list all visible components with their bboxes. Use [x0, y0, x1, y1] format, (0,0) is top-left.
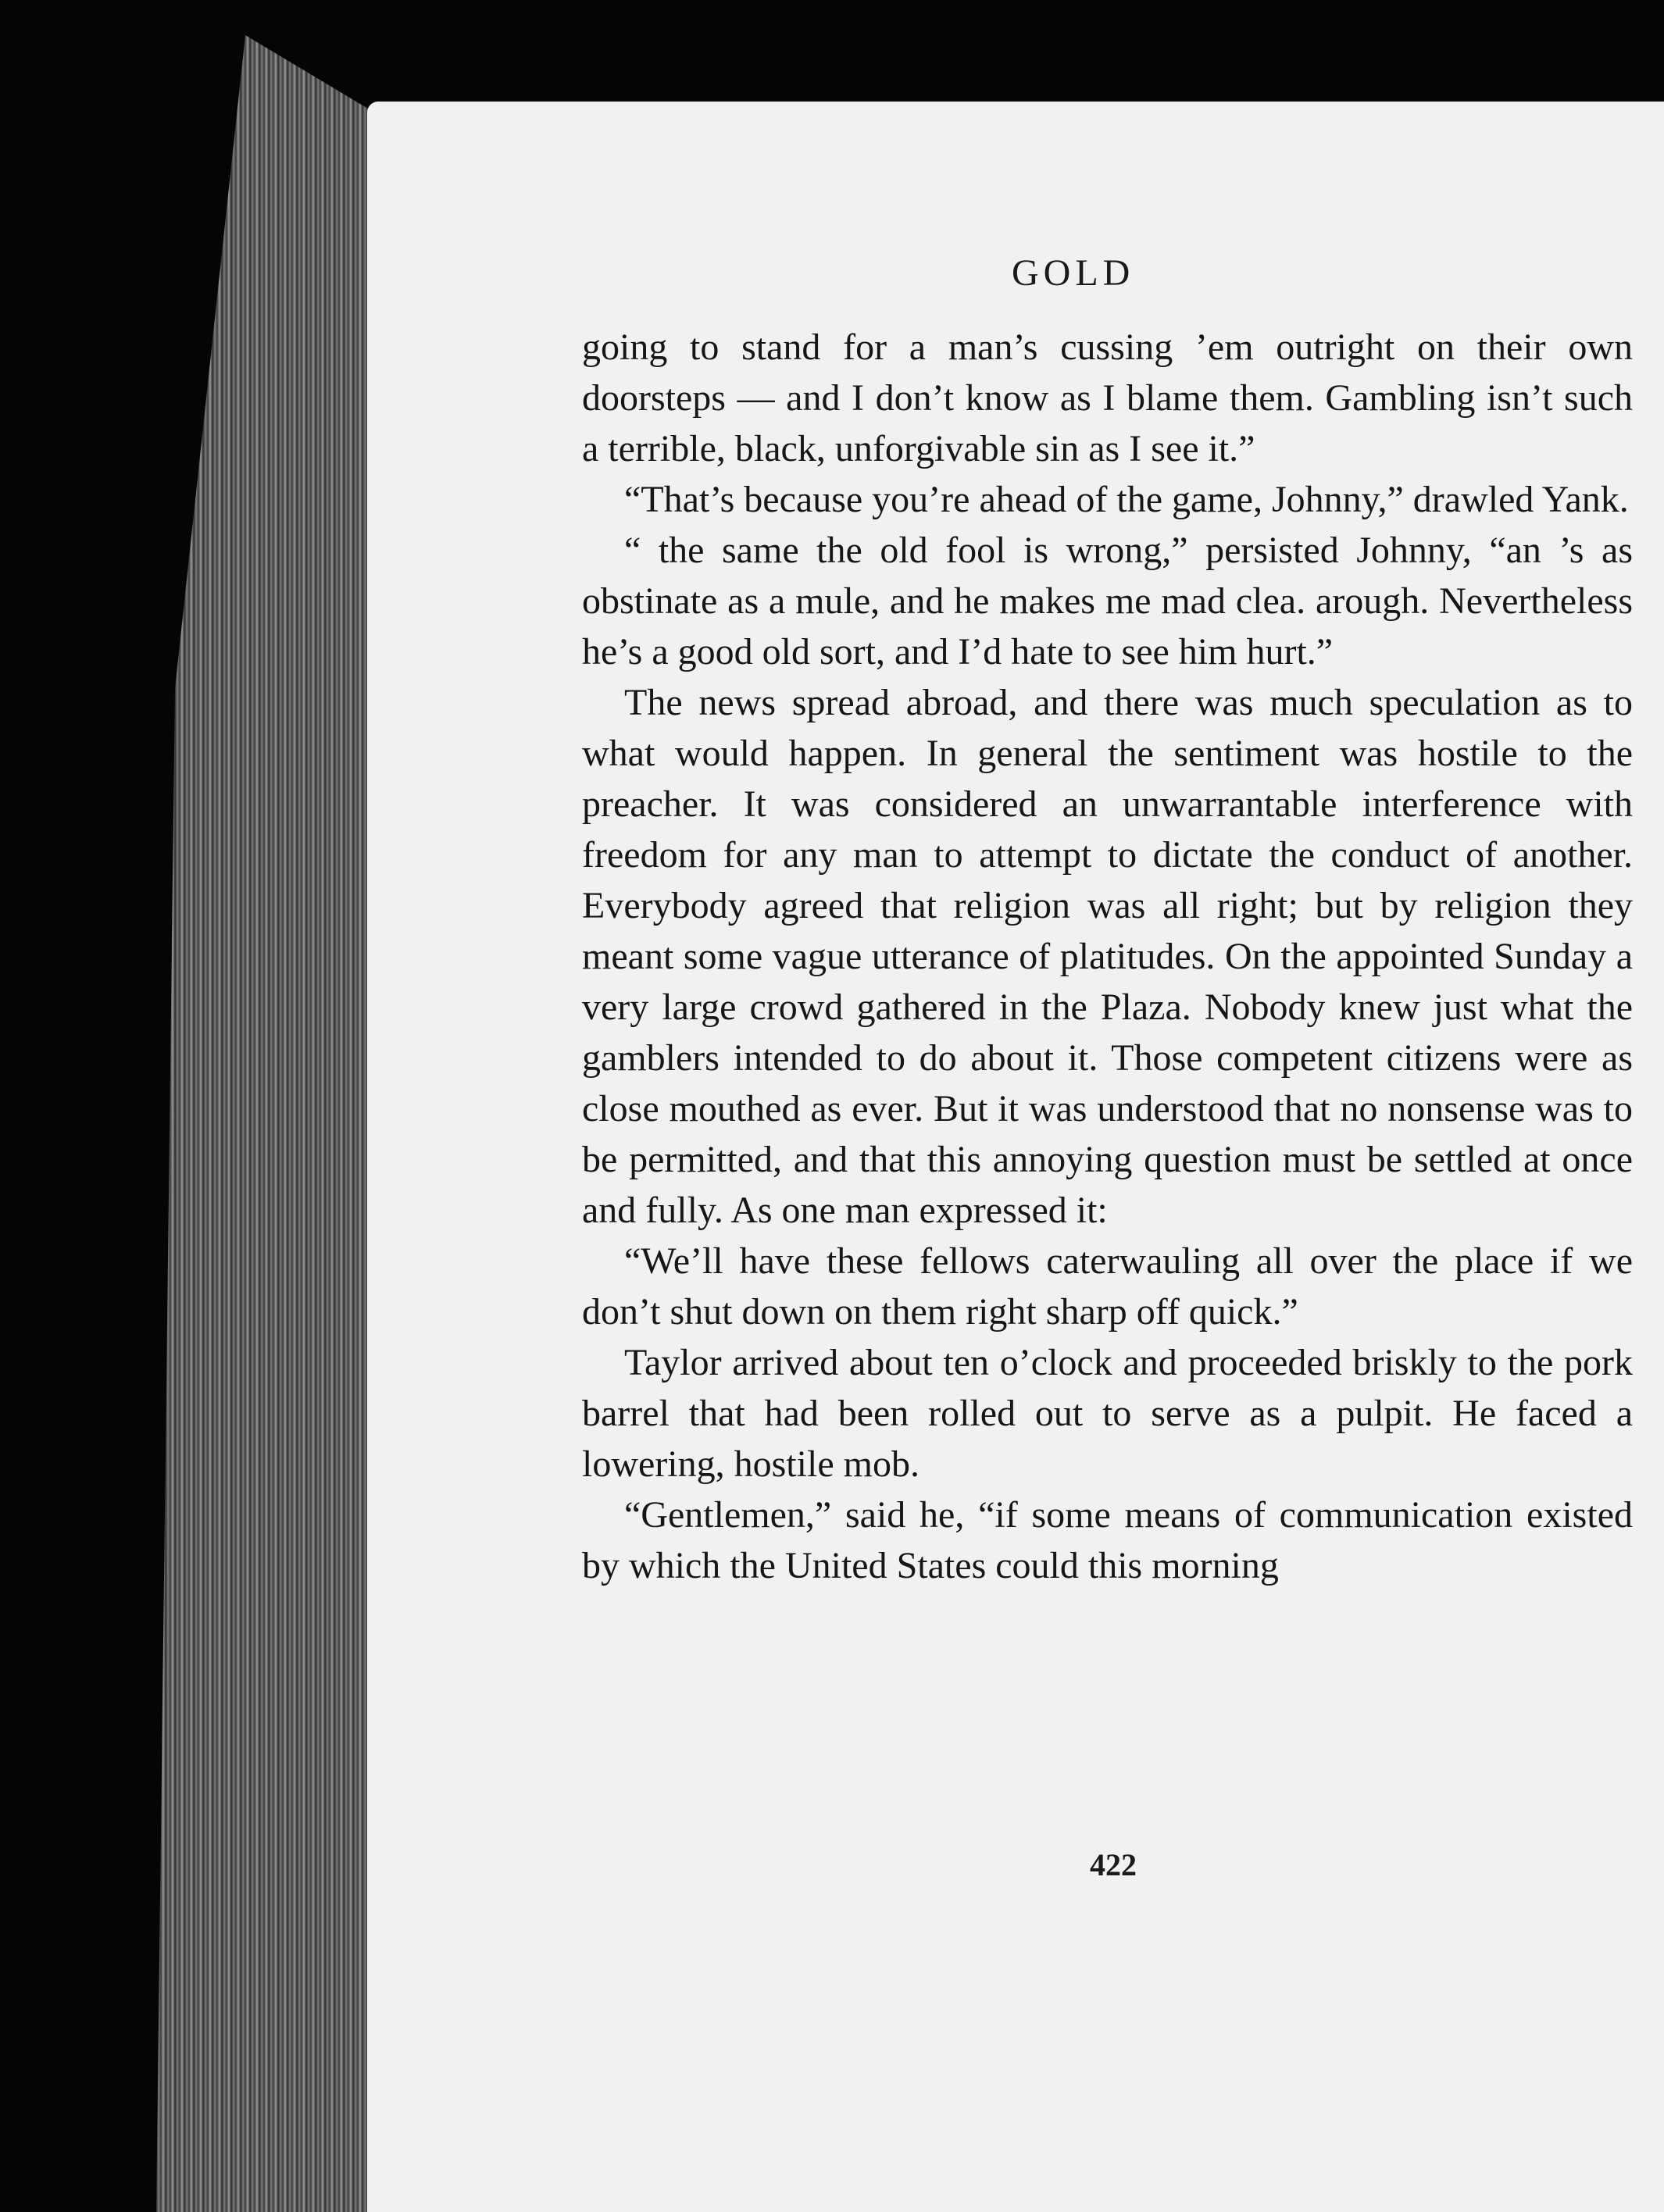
paragraph-6: Taylor arrived about ten o’clock and proceeded briskly to the pork barrel that had been rolled out to serve as a pulpit. He faced a lowering, hostile mob.	[582, 1342, 1633, 1485]
page-number: 422	[1090, 1847, 1137, 1882]
paragraph-7: “Gentlemen,” said he, “if some means of communication existed by which the United States could this morning	[582, 1494, 1633, 1586]
paragraph-5: “We’ll have these fellows caterwauling all over the place if we don’t shut down on them right sharp off quick.”	[582, 1240, 1633, 1333]
paragraph-1: going to stand for a man’s cussing ’em outright on their own doorsteps — and I don’t know as I blame them. Gambling isn’t such a terrible, black, unforgivable sin as I see it.”	[582, 326, 1633, 469]
paragraph-4: The news spread abroad, and there was much speculation as to what would happen. In general the sentiment was hostile to the preacher. It was considered an unwarrantable interference with freedom for any man to attempt to dictate the conduct of another. Everybody agreed that religion was all right; but by religion they meant some vague utterance of platitudes. On the appointed Sunday a very large crowd gathered in the Plaza. Nobody knew just what the gamblers intended to do about it. Those competent citizens were as close mouthed as ever. But it was understood that no nonsense was to be permitted, and that this annoying question must be settled at once and fully. As one man expressed it:	[582, 682, 1633, 1231]
paragraph-3: “ the same the old fool is wrong,” persisted Johnny, “an ’s as obstinate as a mule, and he makes me mad clea. arough. Nevertheless he’s a good old sort, and I’d hate to see him hurt.”	[582, 530, 1633, 673]
paragraph-2: “That’s because you’re ahead of the game, Johnny,” drawled Yank.	[624, 479, 1629, 520]
body-text	[582, 322, 1633, 1591]
book-page-edges	[156, 35, 391, 2212]
running-head: GOLD	[1012, 252, 1135, 294]
